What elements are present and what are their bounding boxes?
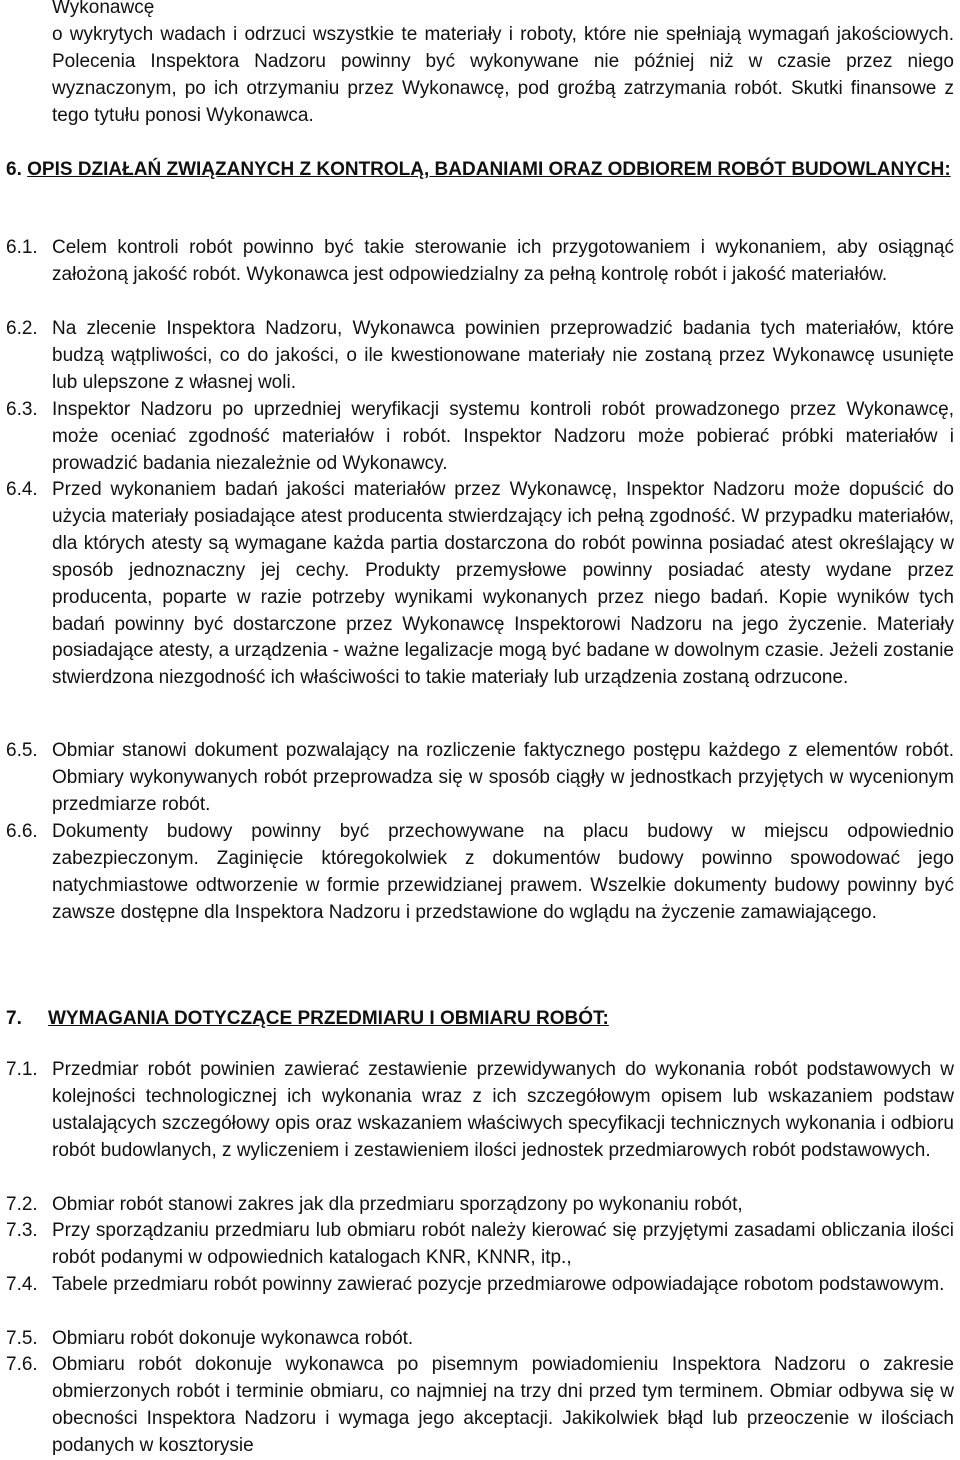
section-7-number: 7. (6, 1008, 22, 1029)
item-number: 7.4. (6, 1274, 38, 1295)
list-item-6-5 (6, 738, 954, 819)
item-number: 7.2. (6, 1194, 38, 1215)
list-item-6-6 (6, 819, 954, 927)
list-item-7-6 (6, 1352, 954, 1460)
item-text: Inspektor Nadzoru po uprzedniej weryfikacji systemu kontroli robót prowadzonego przez Wykonawcę, może oceniać zgodność materiałów i robót. Inspektor Nadzoru może pobierać próbki materiałów i prowadzić badania niezależnie od Wykonawcy. (52, 399, 954, 474)
item-number: 6.2. (6, 318, 38, 339)
section-6-number: 6. (6, 159, 22, 180)
section-6-heading (6, 157, 954, 184)
item-text: Celem kontroli robót powinno być takie sterowanie ich przygotowaniem i wykonaniem, aby osiągnąć założoną jakość robót. Wykonawca jest odpowiedzialny za pełną kontrolę robót i jakość materiałów. (52, 237, 954, 285)
intro-paragraph: o wykrytych wadach i odrzuci wszystkie te materiały i roboty, które nie spełniają wymagań jakościowych. Polecenia Inspektora Nadzoru powinny być wykonywane nie później niż w czasie przez niego wyznaczonym, po ich otrzymaniu przez Wykonawcę, pod groźbą zatrzymania robót. Skutki finansowe z tego tytułu ponosi Wykonawca. (52, 24, 954, 126)
item-text: Przedmiar robót powinien zawierać zestawienie przewidywanych do wykonania robót podstawowych w kolejności technologicznej ich wykonania wraz z ich szczegółowym opisem lub wskazaniem podstaw ustalających szczegółowy opis oraz wskazaniem właściwych specyfikacji technicznych wykonania i odbioru robót budowlanych, z wyliczeniem i zestawieniem ilości jednostek przedmiarowych robót podstawowych. (52, 1059, 954, 1161)
item-number: 7.6. (6, 1354, 38, 1375)
item-text: Przed wykonaniem badań jakości materiałów przez Wykonawcę, Inspektor Nadzoru może dopuścić do użycia materiały posiadające atest producenta stwierdzający ich pełną zgodność. W przypadku materiałów, dla których atesty są wymagane każda partia dostarczona do robót powinna posiadać atest określający w sposób jednoznaczny jej cechy. Produkty przemysłowe powinny posiadać atesty wydane przez producenta, poparte w razie potrzeby wynikami wykonanych przez niego badań. Kopie wyników tych badań powinny być dostarczone przez Wykonawcę Inspektorowi Nadzoru na jego życzenie. Materiały posiadające atesty, a urządzenia - ważne legalizacje mogą być badane w dowolnym czasie. Jeżeli zostanie stwierdzona niezgodność ich właściwości to takie materiały lub urządzenia zostaną odrzucone. (52, 479, 954, 689)
item-number: 7.3. (6, 1220, 38, 1241)
item-text: Na zlecenie Inspektora Nadzoru, Wykonawca powinien przeprowadzić badania tych materiałów, które budzą wątpliwości, co do jakości, o ile kwestionowane materiały nie zostaną przez Wykonawcę usunięte lub ulepszone z własnej woli. (52, 318, 954, 393)
list-item-7-5 (6, 1326, 954, 1353)
item-number: 6.4. (6, 479, 38, 500)
section-7-heading (6, 1006, 609, 1033)
item-text: Obmiar stanowi dokument pozwalający na rozliczenie faktycznego postępu każdego z elementów robót. Obmiary wykonywanych robót przeprowadza się w sposób ciągły w jednostkach przyjętych w wycenionym przedmiarze robót. (52, 740, 954, 815)
list-item-7-4 (6, 1272, 954, 1299)
item-text: Obmiaru robót dokonuje wykonawca robót. (52, 1328, 414, 1349)
item-number: 7.1. (6, 1059, 38, 1080)
top-fragment: Wykonawcę (52, 0, 155, 18)
item-number: 7.5. (6, 1328, 38, 1349)
item-text: Dokumenty budowy powinny być przechowywane na placu budowy w miejscu odpowiednio zabezpieczonym. Zaginięcie któregokolwiek z dokumentów budowy powinno spowodować jego natychmiastowe odtworzenie w formie przewidzianej prawem. Wszelkie dokumenty budowy powinny być zawsze dostępne dla Inspektora Nadzoru i przedstawione do wglądu na życzenie zamawiającego. (52, 821, 954, 923)
list-item-6-1 (6, 235, 954, 289)
item-text: Tabele przedmiaru robót powinny zawierać pozycje przedmiarowe odpowiadające robotom podstawowym. (52, 1274, 945, 1295)
item-number: 6.5. (6, 740, 38, 761)
item-number: 6.3. (6, 399, 38, 420)
item-text: Obmiar robót stanowi zakres jak dla przedmiaru sporządzony po wykonaniu robót, (52, 1194, 743, 1215)
list-item-6-4 (6, 477, 954, 692)
section-6-title: OPIS DZIAŁAŃ ZWIĄZANYCH Z KONTROLĄ, BADANIAMI ORAZ ODBIOREM ROBÓT BUDOWLANYCH: (27, 159, 951, 180)
item-text: Przy sporządzaniu przedmiaru lub obmiaru robót należy kierować się przyjętymi zasadami obliczania ilości robót podanymi w odpowiednich katalogach KNR, KNNR, itp., (52, 1220, 954, 1268)
list-item-7-3 (6, 1218, 954, 1272)
list-item-6-3 (6, 397, 954, 478)
item-number: 6.6. (6, 821, 38, 842)
item-text: Obmiaru robót dokonuje wykonawca po pisemnym powiadomieniu Inspektora Nadzoru o zakresie obmierzonych robót i terminie obmiaru, co najmniej na trzy dni przed tym terminem. Obmiar odbywa się w obecności Inspektora Nadzoru i wymaga jego akceptacji. Jakikolwiek błąd lub przeoczenie w ilościach podanych w kosztorysie (52, 1354, 954, 1456)
list-item-6-2 (6, 316, 954, 397)
section-7-title: WYMAGANIA DOTYCZĄCE PRZEDMIARU I OBMIARU ROBÓT: (48, 1008, 609, 1029)
list-item-7-1 (6, 1057, 954, 1165)
list-item-7-2 (6, 1192, 954, 1219)
item-number: 6.1. (6, 237, 38, 258)
